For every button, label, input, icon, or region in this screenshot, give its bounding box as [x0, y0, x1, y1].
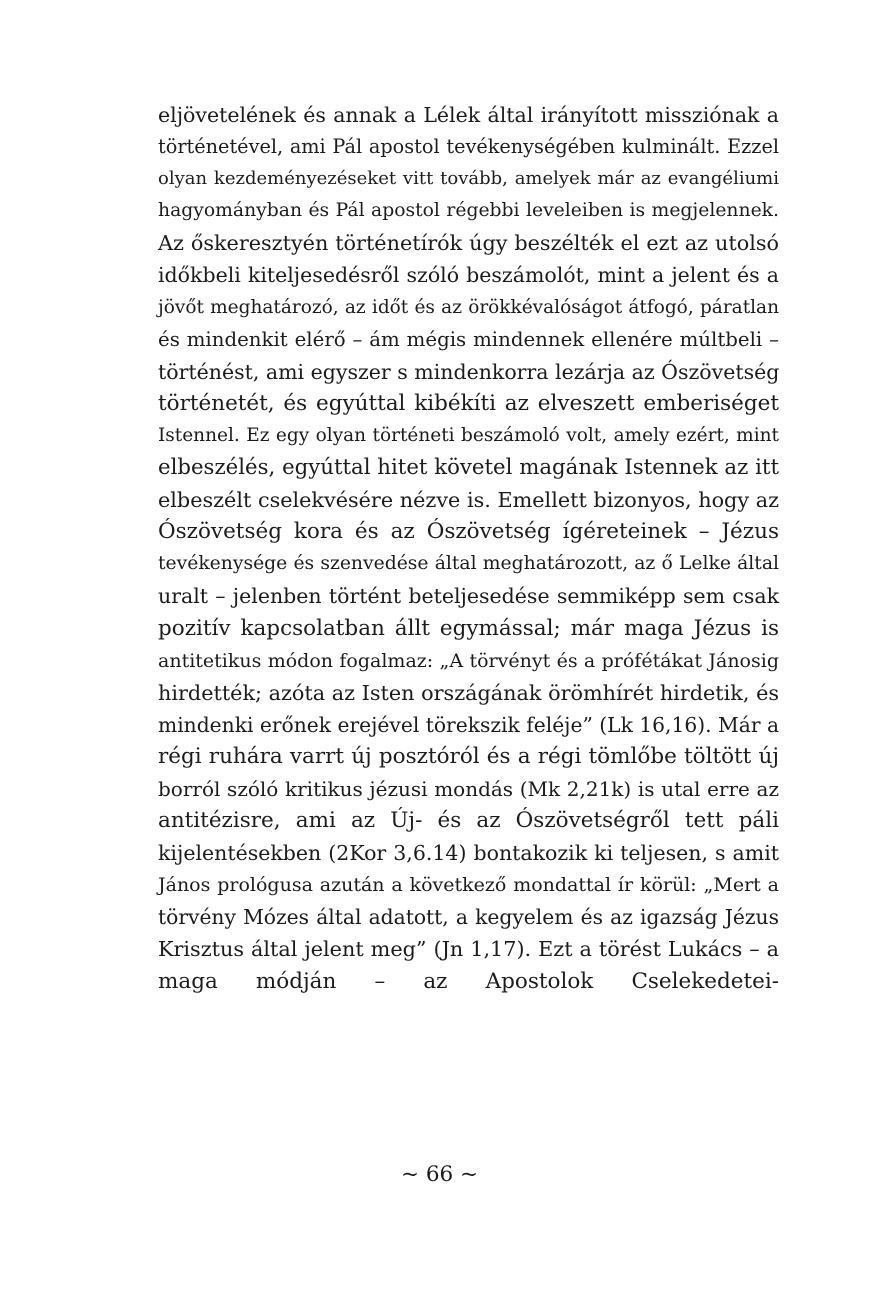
text-line: János prológusa azután a következő mondattal ír körül: „Mert a — [158, 874, 779, 897]
text-line: Istennel. Ez egy olyan történeti beszámoló volt, amely ezért, mint — [158, 424, 779, 446]
text-line: törvény Mózes által adatott, a kegyelem és az igazság Jézus — [158, 905, 779, 930]
text-line: eljövetelének és annak a Lélek által irányított missziónak a — [158, 103, 779, 127]
body-text — [158, 99, 779, 998]
text-line: mindenki erőnek erejével törekszik feléje” (Lk 16,16). Már a — [158, 712, 780, 737]
text-line: elbeszélés, egyúttal hitet követel magának Istennek az itt — [158, 455, 779, 481]
text-line: elbeszélt cselekvésére nézve is. Emellett bizonyos, hogy az — [158, 488, 779, 513]
text-line: borról szóló kritikus jézusi mondás (Mk 2,21k) is utal erre az — [158, 776, 779, 801]
text-line: Az őskeresztyén történetírók úgy beszélték el ezt az utolsó — [158, 231, 779, 256]
text-line: hagyományban és Pál apostol régebbi leveleiben is megjelennek. — [158, 200, 779, 222]
text-line: jövőt meghatározó, az időt és az örökkévalóságot átfogó, páratlan — [158, 296, 779, 318]
text-line: időkbeli kiteljesedésről szóló beszámolót, mint a jelent és a — [158, 263, 779, 288]
text-line: olyan kezdeményezéseket vitt tovább, amelyek már az evangéliumi — [158, 168, 779, 190]
text-line: antitézisre, ami az Új- és az Ószövetségről tett páli — [158, 808, 779, 834]
text-line: maga módján – az Apostolok Cselekedetei- — [158, 968, 779, 994]
page-number: ~ 66 ~ — [400, 1162, 479, 1187]
text-line: hirdették; azóta az Isten országának örömhírét hirdetik, és — [158, 680, 779, 705]
text-line: tevékenysége és szenvedése által meghatározott, az ő Lelke által — [158, 553, 779, 575]
text-line: régi ruhára varrt új posztóról és a régi tömlőbe töltött új — [158, 743, 779, 769]
text-line: történést, ami egyszer s mindenkorra lezárja az Ószövetség — [158, 359, 780, 384]
text-line: történetét, és egyúttal kibékíti az elveszett emberiséget — [158, 390, 779, 416]
text-line: Ószövetség kora és az Ószövetség ígéreteinek – Jézus — [158, 519, 779, 545]
text-line: pozitív kapcsolatban állt egymással; már maga Jézus is — [158, 615, 779, 641]
text-line: Krisztus által jelent meg” (Jn 1,17). Ezt a törést Lukács – a — [158, 937, 779, 962]
text-line: és mindenkit elérő – ám mégis mindennek ellenére múltbeli – — [158, 327, 779, 351]
text-line: kijelentésekben (2Kor 3,6.14) bontakozik ki teljesen, s amit — [158, 841, 779, 866]
text-line: történetével, ami Pál apostol tevékenységében kulminált. Ezzel — [158, 135, 779, 159]
text-line: uralt – jelenben történt beteljesedése semmiképp sem csak — [158, 584, 779, 609]
text-line: antitetikus módon fogalmaz: „A törvényt és a prófétákat Jánosig — [158, 649, 779, 672]
